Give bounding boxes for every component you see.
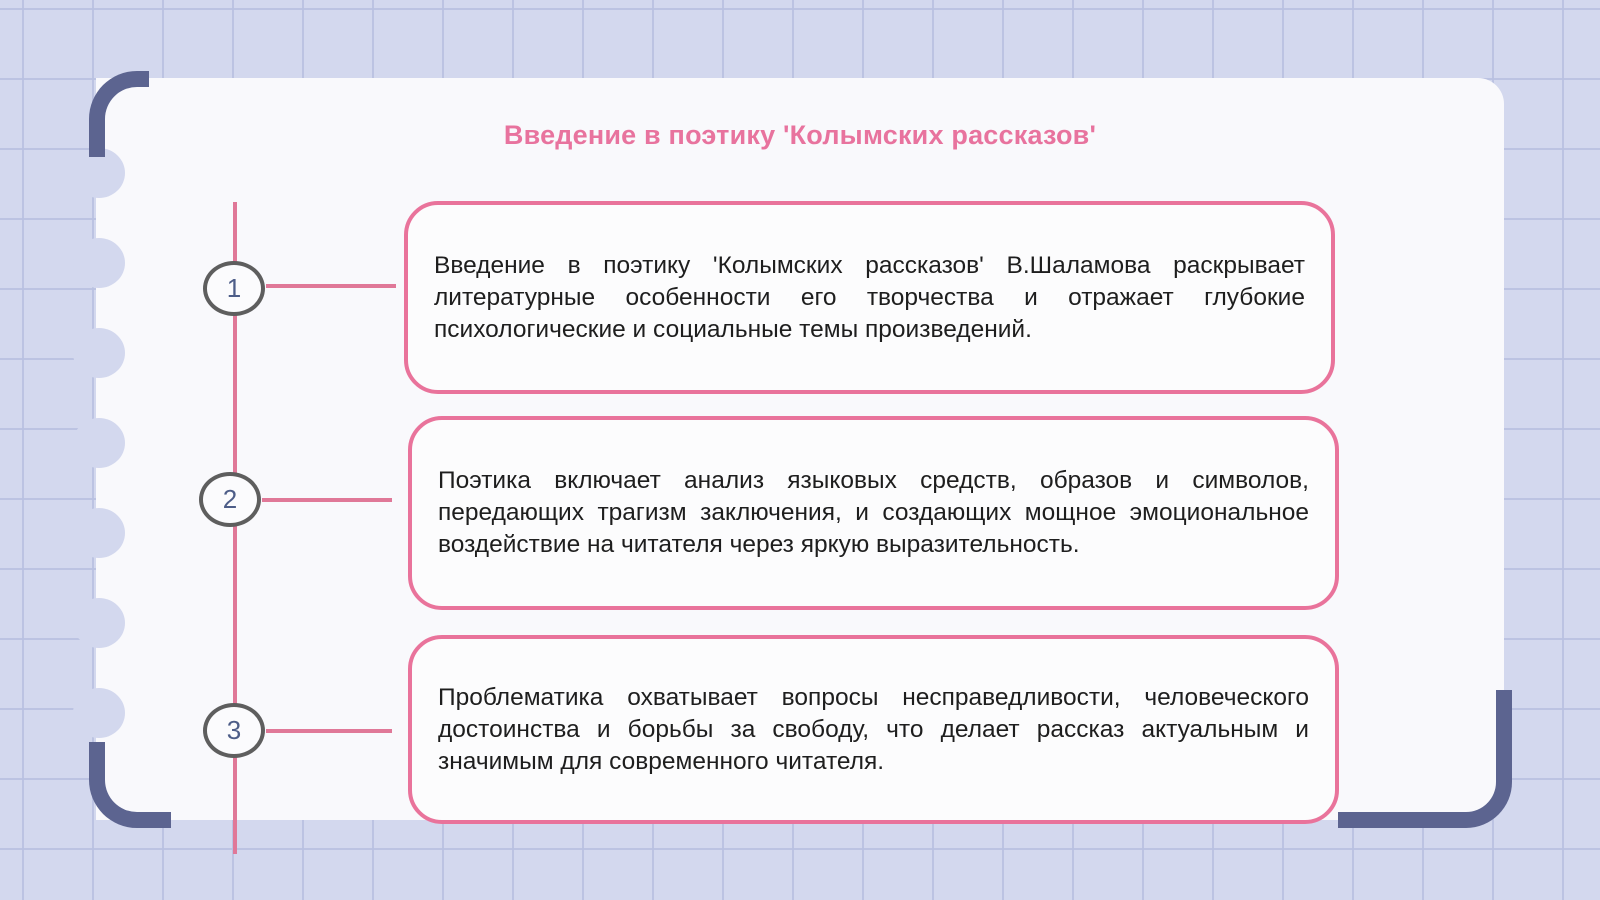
step-text: Проблематика охватывает вопросы несправедливости, человеческого достоинства и борьбы за свободу, что делает рассказ актуальным и значимым для современного читателя. <box>438 683 1309 775</box>
slide-title: Введение в поэтику 'Колымских рассказов' <box>503 120 1097 150</box>
paper-scallop <box>73 508 125 558</box>
paper-scallop <box>73 328 125 378</box>
paper-scallop <box>73 688 125 738</box>
timeline-connector <box>262 498 392 502</box>
step-card <box>408 416 1339 610</box>
step-number-badge: 1 <box>203 261 265 316</box>
timeline-connector <box>266 729 392 733</box>
paper-scallop <box>73 238 125 288</box>
step-number-badge: 3 <box>203 703 265 758</box>
frame-corner-bottom-right <box>1338 690 1512 828</box>
paper-scallop <box>73 418 125 468</box>
step-text: Введение в поэтику 'Колымских рассказов' В.Шаламова раскрывает литературные особенности его творчества и отражает глубокие психологические и социальные темы произведений. <box>434 251 1305 343</box>
step-number-badge: 2 <box>199 472 261 527</box>
step-card <box>408 635 1339 824</box>
step-card <box>404 201 1335 394</box>
paper-scallop <box>73 598 125 648</box>
timeline-connector <box>266 284 396 288</box>
step-text: Поэтика включает анализ языковых средств, образов и символов, передающих трагизм заключения, и создающих мощное эмоциональное воздействие на читателя через яркую выразительность. <box>438 467 1309 558</box>
